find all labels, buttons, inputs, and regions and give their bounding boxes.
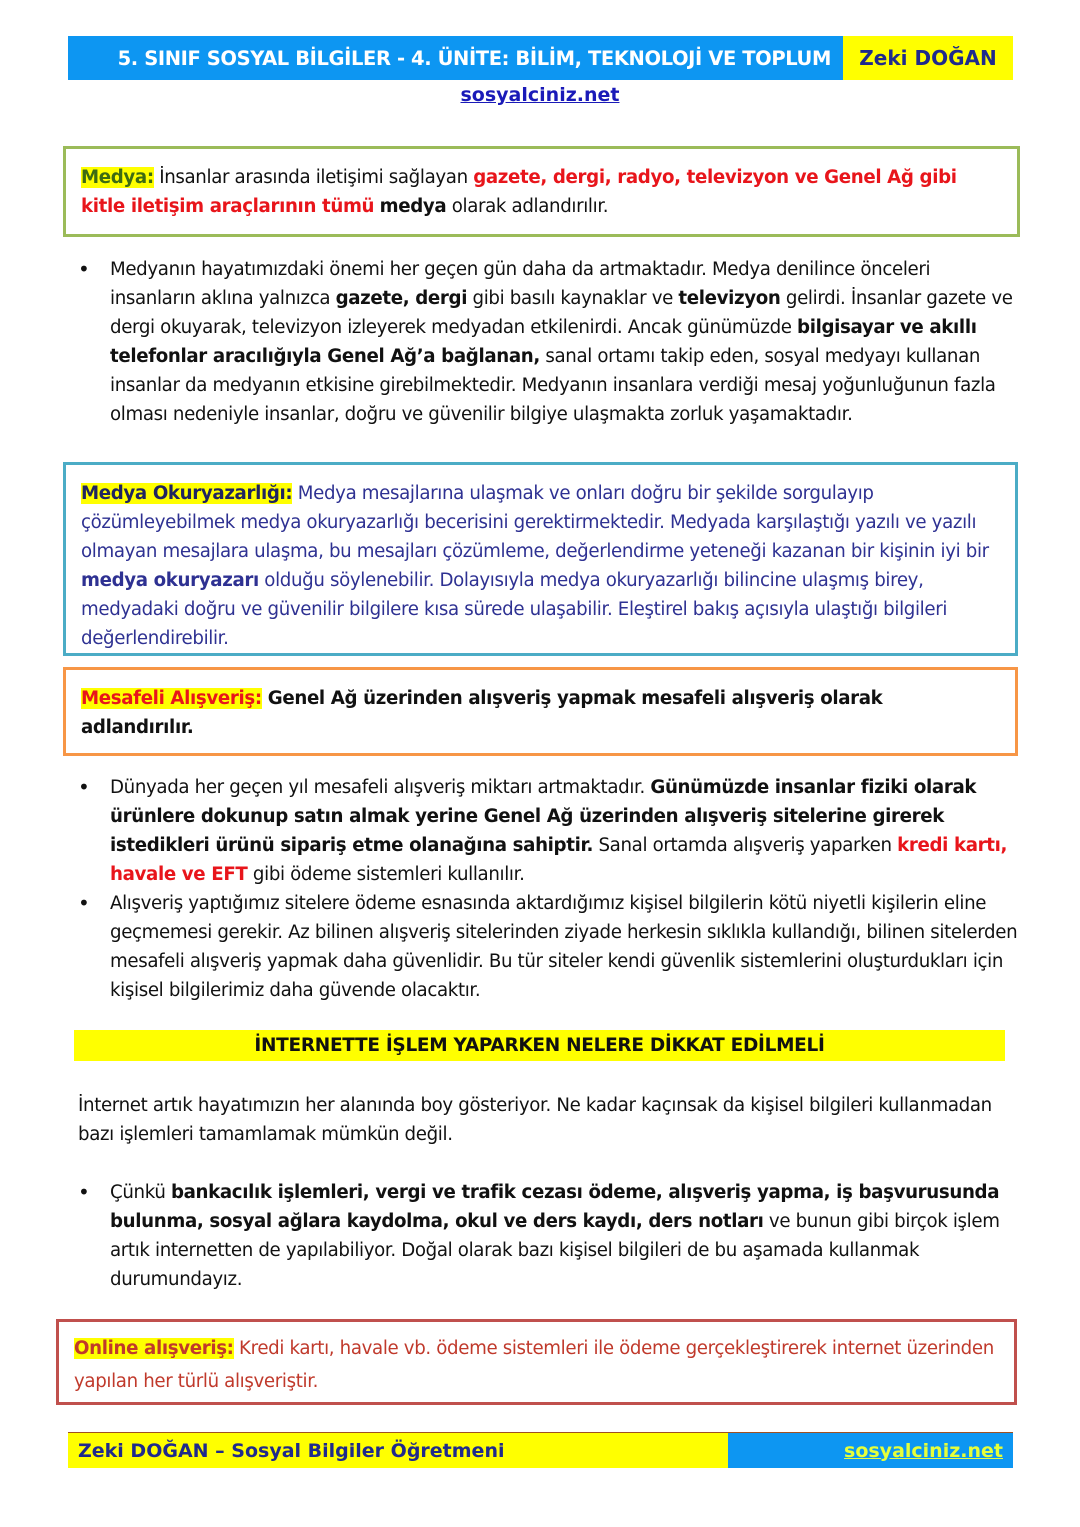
online-alisveris-box: [56, 1319, 1017, 1405]
emphasis-red: gazete, dergi, radyo, televizyon ve Genel Ağ gibi kitle iletişim araçlarının tümü: [81, 167, 957, 217]
text: olarak adlandırılır.: [446, 196, 609, 217]
text: gelirdi. İnsanlar gazete ve dergi okuyarak, televizyon izleyerek medyadan etkilenirdi. Ancak günümüzde: [110, 288, 1013, 338]
footer-link-container: [728, 1433, 1013, 1468]
internet-bullet-list: [78, 1178, 1018, 1294]
text: sanal ortamı takip eden, sosyal medyayı kullanan insanlar da medyanın etkisine girebilmektedir. Medyanın insanlara verdiği mesaj yoğunluğunun fazla olması nedeniyle insanlar, doğru ve güvenilir bilgiye ulaşmakta zorluk yaşamaktadır.: [110, 346, 996, 425]
footer-site-link[interactable]: sosyalciniz.net: [844, 1439, 1003, 1462]
text: Sanal ortamda alışveriş yaparken: [593, 835, 898, 856]
emphasis-red: kredi kartı, havale ve EFT: [110, 835, 1008, 885]
mesafeli-term: Mesafeli Alışveriş:: [81, 688, 262, 709]
text: gibi ödeme sistemleri kullanılır.: [247, 864, 525, 885]
site-link[interactable]: sosyalciniz.net: [460, 84, 620, 106]
emphasis-bold: bankacılık işlemleri, vergi ve trafik cezası ödeme, alışveriş yapma, iş başvurusunda bulunma, sosyal ağlara kaydolma, okul ve ders kaydı, ders notları: [110, 1182, 1000, 1232]
text: ve bunun gibi birçok işlem artık internetten de yapılabiliyor. Doğal olarak bazı kişisel bilgileri de bu aşamada kullanmak durumundayız.: [110, 1211, 1000, 1290]
internet-paragraph: İnternet artık hayatımızın her alanında boy gösteriyor. Ne kadar kaçınsak da kişisel bilgileri kullanmadan bazı işlemleri tamamlamak mümkün değil.: [78, 1095, 992, 1145]
text: Dünyada her geçen yıl mesafeli alışveriş miktarı artmaktadır.: [110, 777, 651, 798]
online-term: Online alışveriş:: [74, 1338, 234, 1359]
page-header: [68, 36, 1013, 80]
list-item: [78, 255, 1018, 429]
header-title: 5. SINIF SOSYAL BİLGİLER - 4. ÜNİTE: BİLİM, TEKNOLOJİ VE TOPLUM: [68, 36, 843, 80]
text: olduğu söylenebilir. Dolayısıyla medya okuryazarlığı bilincine ulaşmış birey, medyadaki doğru ve güvenilir bilgilere kısa sürede ulaşabilir. Eleştirel bakış açısıyla ulaştığı bilgileri değerlendirebilir.: [81, 570, 948, 649]
text: Genel Ağ üzerinden alışveriş yapmak mesafeli alışveriş olarak adlandırılır.: [81, 688, 883, 738]
medya-bullet-list: [78, 255, 1018, 429]
emphasis-bold: televizyon: [678, 288, 781, 309]
section-heading: İNTERNETTE İŞLEM YAPARKEN NELERE DİKKAT EDİLMELİ: [74, 1030, 1005, 1061]
text: gibi basılı kaynaklar ve: [467, 288, 679, 309]
medya-okuryazarligi-box: [63, 462, 1018, 656]
mesafeli-bullet-list: [78, 773, 1018, 1005]
okuryazarlik-term: Medya Okuryazarlığı:: [81, 483, 293, 504]
medya-definition-box: [63, 146, 1020, 237]
page-footer: [68, 1432, 1013, 1468]
text: Kredi kartı, havale vb. ödeme sistemleri ile ödeme gerçekleştirerek internet üzerinden yapılan her türlü alışveriştir.: [74, 1338, 994, 1392]
list-item: [78, 889, 1018, 1005]
emphasis-bold: Günümüzde insanlar fiziki olarak ürünlere dokunup satın almak yerine Genel Ağ üzerinden alışveriş sitelerine girerek istedikleri ürünü sipariş etme olanağına sahiptir.: [110, 777, 977, 856]
emphasis-bold: medya: [379, 196, 447, 217]
footer-author: Zeki DOĞAN – Sosyal Bilgiler Öğretmeni: [68, 1433, 728, 1468]
text: Medyanın hayatımızdaki önemi her geçen gün daha da artmaktadır. Medya denilince önceleri insanların aklına yalnızca: [110, 259, 931, 309]
list-item: [78, 1178, 1018, 1294]
emphasis-bold: gazete, dergi: [335, 288, 468, 309]
text: Çünkü: [110, 1182, 171, 1203]
list-item: [78, 773, 1018, 889]
text: Alışveriş yaptığımız sitelere ödeme esnasında aktardığımız kişisel bilgilerin kötü niyetli kişilerin eline geçmemesi gerekir. Az bilinen alışveriş sitelerinden ziyade herkesin sıklıkla kullandığı, bilinen sitelerden mesafeli alışveriş yapmak daha güvenlidir. Bu tür siteler kendi güvenlik sistemlerini oluşturdukları için kişisel bilgilerimiz daha güvende olacaktır.: [110, 893, 1018, 1001]
text: İnsanlar arasında iletişimi sağlayan: [153, 167, 474, 188]
mesafeli-alisveris-box: [63, 667, 1018, 756]
medya-term: Medya:: [81, 167, 154, 188]
text: Medya mesajlarına ulaşmak ve onları doğru bir şekilde sorgulayıp çözümleyebilmek medya okuryazarlığı becerisini gerektirmektedir. Medyada karşılaştığı yazılı ve yazılı olmayan mesajlara ulaşma, bu mesajları çözümleme, değerlendirme yeteneği kazanan bir kişinin iyi bir: [81, 483, 989, 562]
emphasis-bold: bilgisayar ve akıllı telefonlar aracılığıyla Genel Ağ’a bağlanan,: [110, 317, 977, 367]
header-author: Zeki DOĞAN: [843, 36, 1013, 80]
emphasis-bold: medya okuryazarı: [81, 570, 259, 591]
